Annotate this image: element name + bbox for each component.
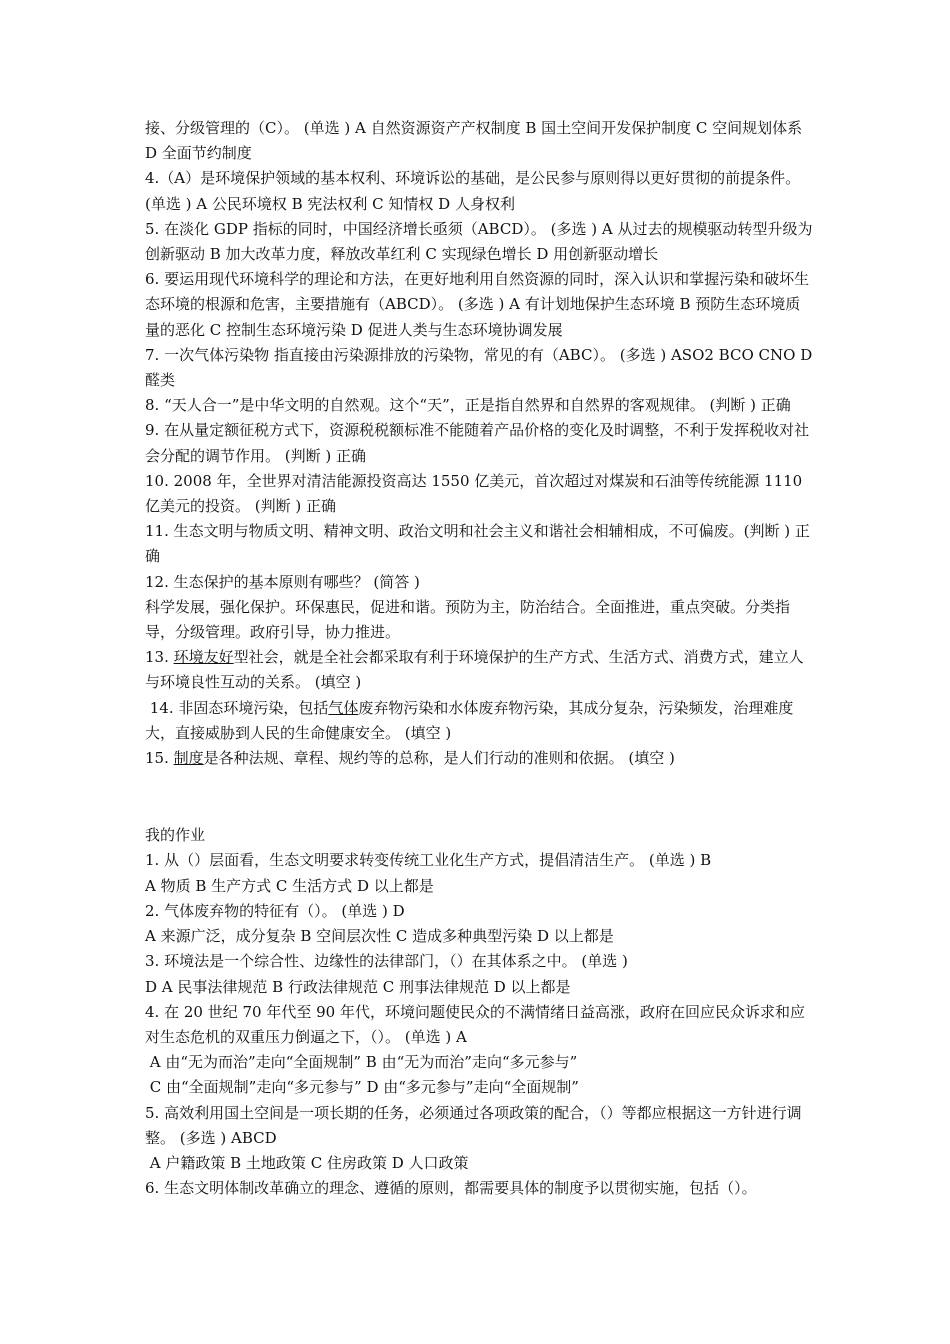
homework-question-6: 6. 生态文明体制改革确立的理念、遵循的原则，都需要具体的制度予以贯彻实施，包括（）。 — [145, 1179, 757, 1198]
question-13 — [145, 645, 813, 695]
section-heading: 我的作业 — [145, 826, 206, 845]
homework-question-3: 3. 环境法是一个综合性、边缘性的法律部门，（）在其体系之中。 (单选 ) — [145, 952, 628, 971]
question-14-number: 14. 非固态环境污染，包括 — [145, 698, 329, 717]
homework-question-2-options: A 来源广泛，成分复杂 B 空间层次性 C 造成多种典型污染 D 以上都是 — [145, 927, 614, 946]
homework-question-2: 2. 气体废弃物的特征有（）。 (单选 ) D — [145, 901, 405, 920]
question-6: 6. 要运用现代环境科学的理论和方法，在更好地利用自然资源的同时，深入认识和掌握污染和破坏生态环境的根源和危害，主要措施有（ABCD）。 (多选 ) A 有计划地保护生态环境 B 预防生态环境质量的恶化 C 控制生态环境污染 D 促进人类与生态环境协调发展 — [145, 270, 810, 339]
homework-question-5: 5. 高效利用国土空间是一项长期的任务，必须通过各项政策的配合，（）等都应根据这一方针进行调整。 (多选 ) ABCD — [145, 1103, 802, 1147]
question-15 — [145, 746, 813, 771]
homework-question-1-options: A 物质 B 生产方式 C 生活方式 D 以上都是 — [145, 876, 434, 895]
question-13-text: 型社会，就是全社会都采取有利于环境保护的生产方式、生活方式、消费方式，建立人与环境良性互动的关系。 (填空 ) — [145, 648, 804, 692]
question-8: 8. “天人合一”是中华文明的自然观。这个“天”，正是指自然界和自然界的客观规律。 (判断 ) 正确 — [145, 396, 791, 415]
question-13-number: 13. — [145, 648, 174, 667]
homework-question-4-options-1: A 由“无为而治”走向“全面规制” B 由“无为而治”走向“多元参与” — [145, 1053, 578, 1072]
homework-question-5-options: A 户籍政策 B 土地政策 C 住房政策 D 人口政策 — [145, 1153, 469, 1172]
homework-question-1: 1. 从（）层面看，生态文明要求转变传统工业化生产方式，提倡清洁生产。 (单选 ) B — [145, 851, 712, 870]
question-15-blank-answer: 制度 — [173, 749, 204, 768]
question-14-text: 废弃物污染和水体废弃物污染，其成分复杂，污染频发，治理难度大，直接威胁到人民的生命健康安全。 (填空 ) — [145, 698, 794, 742]
question-7: 7. 一次气体污染物 指直接由污染源排放的污染物，常见的有（ABC）。 (多选 ) ASO2 BCO CNO D 醛类 — [145, 345, 813, 390]
question-5: 5. 在淡化 GDP 指标的同时，中国经济增长亟须（ABCD）。 (多选 ) A 从过去的规模驱动转型升级为创新驱动 B 加大改革力度，释放改革红利 C 实现绿色增长 D 用创新驱动增长 — [145, 219, 813, 264]
document-body — [145, 116, 813, 1201]
question-14 — [145, 696, 813, 746]
question-3-tail: 接、分级管理的（C）。 (单选 ) A 自然资源资产产权制度 B 国土空间开发保护制度 C 空间规划体系 D 全面节约制度 — [145, 119, 803, 163]
question-4: 4.（A）是环境保护领域的基本权利、环境诉讼的基础，是公民参与原则得以更好贯彻的前提条件。 (单选 ) A 公民环境权 B 宪法权利 C 知情权 D 人身权利 — [145, 169, 801, 213]
question-12: 12. 生态保护的基本原则有哪些？ (简答 ) — [145, 572, 420, 591]
homework-question-4: 4. 在 20 世纪 70 年代至 90 年代，环境问题使民众的不满情绪日益高涨，政府在回应民众诉求和应对生态危机的双重压力倒逼之下，（）。 (单选 ) A — [145, 1002, 805, 1046]
question-15-text: 是各种法规、章程、规约等的总称，是人们行动的准则和依据。 (填空 ) — [203, 749, 675, 768]
question-11: 11. 生态文明与物质文明、精神文明、政治文明和社会主义和谐社会相辅相成，不可偏废。(判断 ) 正确 — [145, 522, 810, 566]
question-9: 9. 在从量定额征税方式下，资源税税额标准不能随着产品价格的变化及时调整，不利于发挥税收对社会分配的调节作用。 (判断 ) 正确 — [145, 421, 810, 465]
question-10: 10. 2008 年，全世界对清洁能源投资高达 1550 亿美元，首次超过对煤炭和石油等传统能源 1110 亿美元的投资。 (判断 ) 正确 — [145, 471, 803, 516]
homework-question-4-options-2: C 由“全面规制”走向“多元参与” D 由“多元参与”走向“全面规制” — [145, 1078, 579, 1097]
question-12-answer: 科学发展，强化保护。环保惠民，促进和谐。预防为主，防治结合。全面推进，重点突破。分类指导，分级管理。政府引导，协力推进。 — [145, 597, 791, 642]
section-spacer — [145, 771, 813, 823]
question-14-blank-answer: 气体 — [328, 698, 359, 717]
question-15-number: 15. — [145, 749, 174, 768]
question-13-blank-answer: 环境友好 — [173, 648, 234, 667]
homework-question-3-options: D A 民事法律规范 B 行政法律规范 C 刑事法律规范 D 以上都是 — [145, 977, 571, 996]
